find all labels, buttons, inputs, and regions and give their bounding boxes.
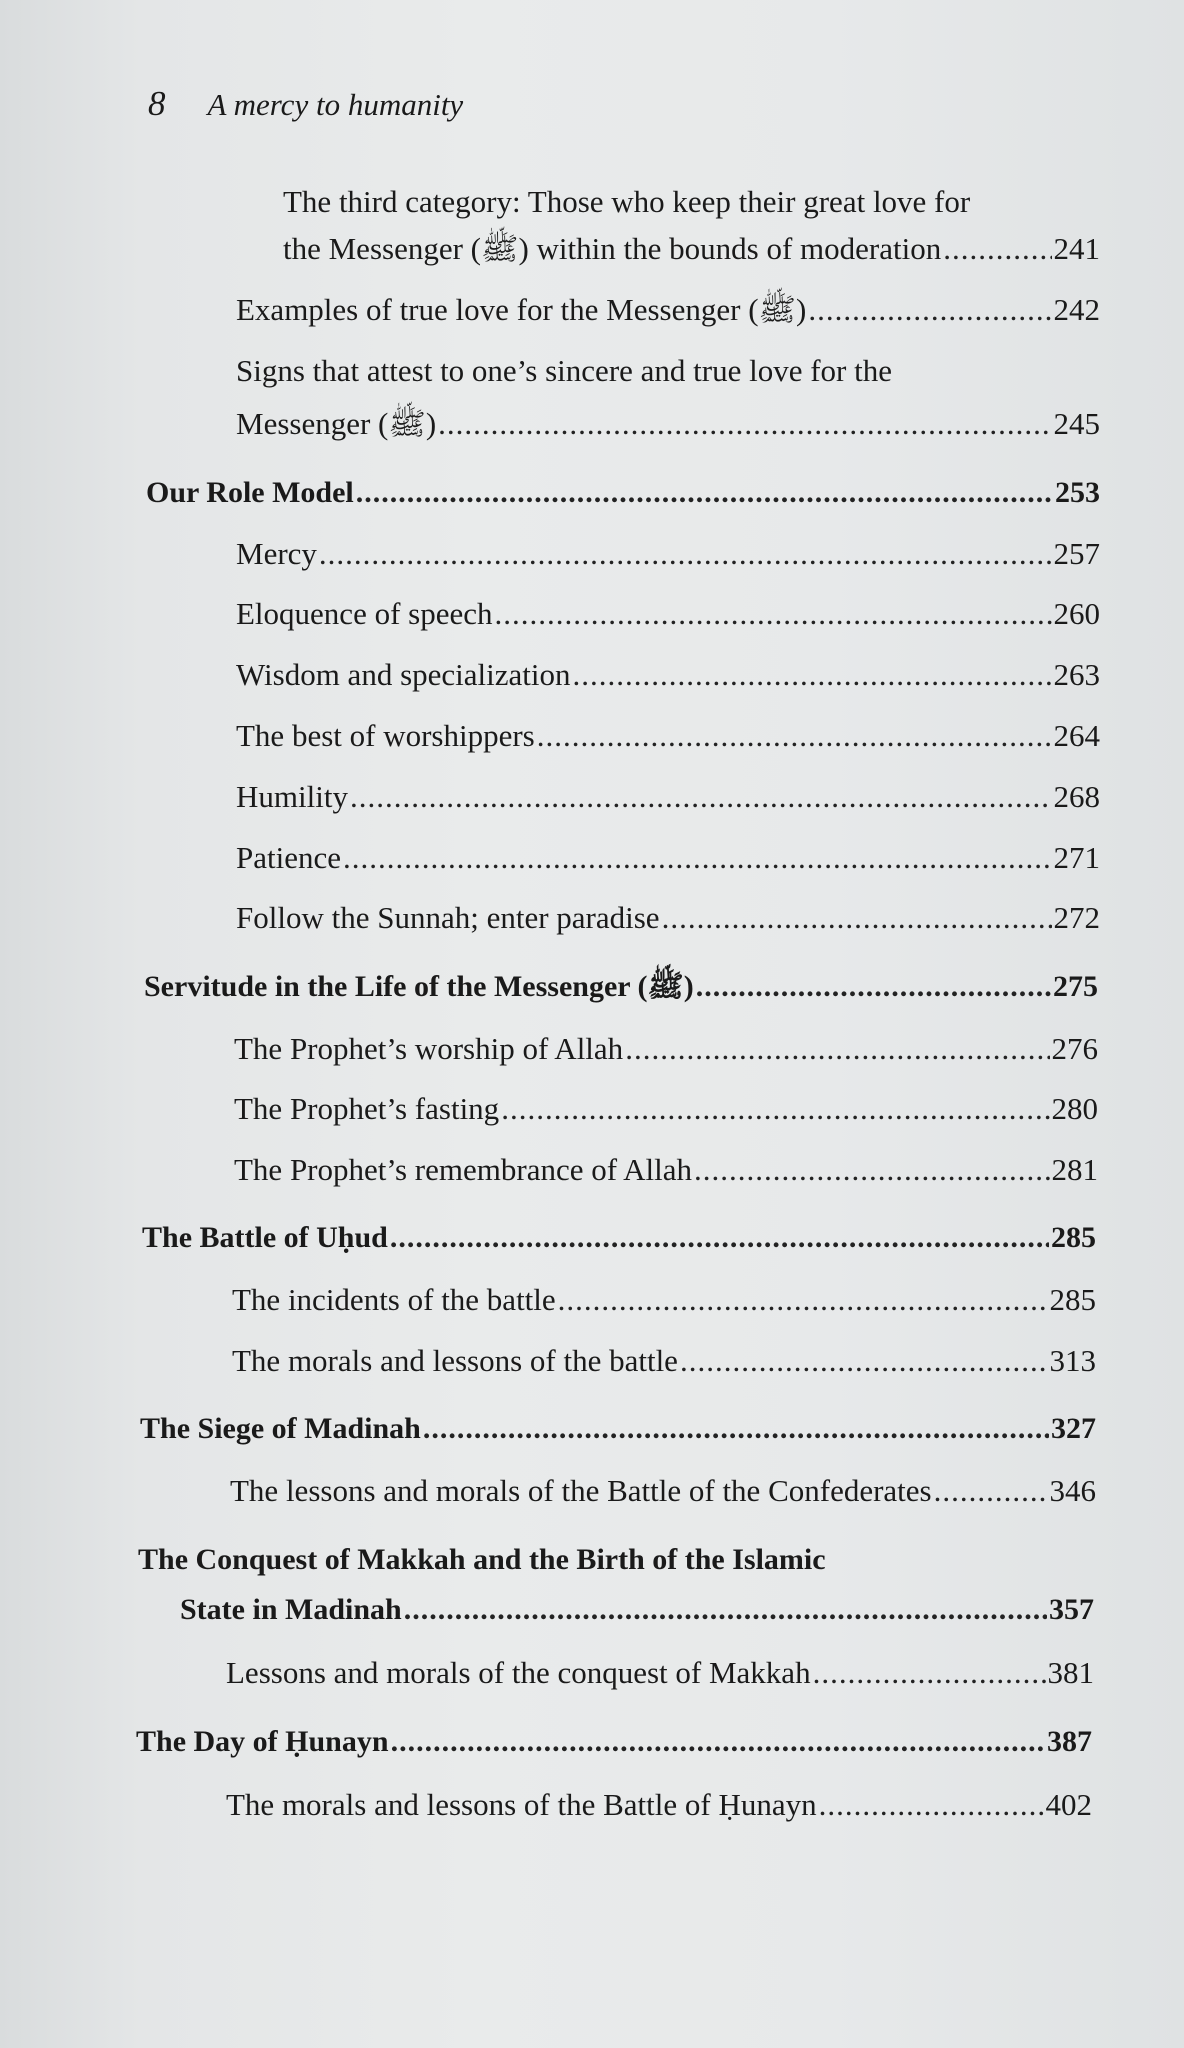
toc-entry-title: The Prophet’s fasting xyxy=(234,1091,500,1126)
dot-leader xyxy=(501,1093,1049,1124)
toc-chapter-conquest-makkah xyxy=(180,1595,1094,1625)
toc-entry-title: The Prophet’s worship of Allah xyxy=(234,1031,624,1066)
dot-leader xyxy=(680,1345,1048,1376)
toc-entry-morals-hunayn xyxy=(226,1789,1092,1820)
toc-entry-title: Humility xyxy=(236,779,348,814)
toc-entry-title: Wisdom and specialization xyxy=(236,657,571,692)
toc-chapter-title: The Siege of Madinah xyxy=(140,1412,421,1445)
toc-entry-page: 241 xyxy=(1053,231,1100,266)
toc-entry-title: The morals and lessons of the Battle of Ḥunayn xyxy=(226,1787,817,1822)
toc-entry-page: 268 xyxy=(1053,779,1100,814)
toc-entry-page: 257 xyxy=(1053,536,1100,571)
toc-entry-page: 260 xyxy=(1053,596,1100,631)
toc-chapter-servitude xyxy=(144,972,1098,1002)
dot-leader xyxy=(819,1789,1044,1820)
book-title: A mercy to humanity xyxy=(207,87,464,122)
toc-entry-title: Examples of true love for the Messenger (ﷺ) xyxy=(236,292,807,327)
dot-leader xyxy=(813,1657,1046,1688)
dot-leader xyxy=(438,408,1051,439)
toc-entry-title: The morals and lessons of the battle xyxy=(232,1343,678,1378)
toc-chapter-our-role-model xyxy=(146,478,1100,508)
dot-leader xyxy=(423,1414,1049,1444)
toc-entry-page: 242 xyxy=(1053,292,1100,327)
toc-entry-lessons-makkah xyxy=(226,1657,1094,1688)
dot-leader xyxy=(343,842,1051,873)
toc-chapter-page: 275 xyxy=(1053,970,1098,1003)
toc-entry-mercy xyxy=(236,538,1100,569)
dot-leader xyxy=(573,659,1052,690)
toc-entry-title: the Messenger (ﷺ) within the bounds of moderation xyxy=(283,231,942,266)
dot-leader xyxy=(934,1475,1048,1506)
toc-chapter-page: 357 xyxy=(1049,1593,1094,1626)
dot-leader xyxy=(694,1154,1050,1185)
toc-entry-page: 264 xyxy=(1053,718,1100,753)
dot-leader xyxy=(391,1727,1045,1757)
toc-entry-title: Follow the Sunnah; enter paradise xyxy=(236,900,660,935)
toc-entry-page: 263 xyxy=(1053,657,1100,692)
toc-entry-title: The Prophet’s remembrance of Allah xyxy=(234,1152,692,1187)
toc-entry-page: 281 xyxy=(1051,1152,1098,1187)
page-header xyxy=(148,84,463,124)
toc-entry-prophet-worship xyxy=(234,1033,1098,1064)
toc-entry-title: Mercy xyxy=(236,536,317,571)
toc-chapter-page: 327 xyxy=(1051,1412,1096,1445)
toc-entry-page: 245 xyxy=(1053,406,1100,441)
toc-chapter-conquest-line1: The Conquest of Makkah and the Birth of the Islamic xyxy=(138,1543,826,1576)
toc-entry-page: 276 xyxy=(1051,1031,1098,1066)
dot-leader xyxy=(356,478,1053,508)
toc-entry-examples-true-love xyxy=(236,294,1100,325)
toc-entry-third-category xyxy=(283,233,1100,264)
toc-chapter-title: Servitude in the Life of the Messenger (ﷺ) xyxy=(144,970,694,1003)
dot-leader xyxy=(404,1595,1047,1625)
toc-entry-title: Messenger (ﷺ) xyxy=(236,406,437,441)
dot-leader xyxy=(662,902,1052,933)
toc-entry-prophet-fasting xyxy=(234,1093,1098,1124)
dot-leader xyxy=(495,598,1052,629)
toc-chapter-title: The Day of Ḥunayn xyxy=(136,1725,389,1758)
toc-entry-signs-line1: Signs that attest to one’s sincere and true love for the xyxy=(236,353,892,388)
dot-leader xyxy=(696,972,1051,1002)
dot-leader xyxy=(625,1033,1049,1064)
toc-chapter-page: 253 xyxy=(1055,476,1100,509)
toc-entry-patience xyxy=(236,842,1100,873)
dot-leader xyxy=(350,781,1052,812)
toc-chapter-page: 387 xyxy=(1047,1725,1092,1758)
dot-leader xyxy=(390,1223,1049,1253)
toc-entry-page: 271 xyxy=(1053,840,1100,875)
toc-entry-page: 402 xyxy=(1045,1787,1092,1822)
dot-leader xyxy=(943,233,1051,264)
toc-entry-title: The incidents of the battle xyxy=(232,1282,556,1317)
toc-entry-signs xyxy=(236,408,1100,439)
toc-entry-title: The lessons and morals of the Battle of the Confederates xyxy=(230,1473,932,1508)
toc-entry-best-worshippers xyxy=(236,720,1100,751)
dot-leader xyxy=(537,720,1052,751)
toc-entry-title: The best of worshippers xyxy=(236,718,535,753)
toc-chapter-title: The Battle of Uḥud xyxy=(142,1221,388,1254)
toc-chapter-title: Our Role Model xyxy=(146,476,354,509)
toc-entry-wisdom xyxy=(236,659,1100,690)
toc-entry-page: 280 xyxy=(1051,1091,1098,1126)
toc-entry-third-category-line1: The third category: Those who keep their great love for xyxy=(283,184,971,219)
toc-chapter-battle-uhud xyxy=(142,1223,1096,1253)
toc-entry-page: 313 xyxy=(1049,1343,1096,1378)
toc-entry-page: 272 xyxy=(1053,900,1100,935)
toc-entry-morals-battle xyxy=(232,1345,1096,1376)
toc-entry-eloquence xyxy=(236,598,1100,629)
toc-entry-title: Patience xyxy=(236,840,342,875)
toc-entry-page: 285 xyxy=(1049,1282,1096,1317)
toc-entry-follow-sunnah xyxy=(236,902,1100,933)
toc-chapter-title: State in Madinah xyxy=(180,1593,402,1626)
toc-entry-page: 346 xyxy=(1049,1473,1096,1508)
toc-chapter-day-hunayn xyxy=(136,1727,1092,1757)
dot-leader xyxy=(808,294,1051,325)
toc-entry-page: 381 xyxy=(1047,1655,1094,1690)
dot-leader xyxy=(319,538,1052,569)
toc-entry-incidents-battle xyxy=(232,1284,1096,1315)
toc-entry-title: Lessons and morals of the conquest of Makkah xyxy=(226,1655,811,1690)
toc-entry-confederates xyxy=(230,1475,1096,1506)
toc-chapter-page: 285 xyxy=(1051,1221,1096,1254)
toc-entry-humility xyxy=(236,781,1100,812)
dot-leader xyxy=(558,1284,1048,1315)
page-number: 8 xyxy=(148,84,166,123)
toc-entry-title: Eloquence of speech xyxy=(236,596,493,631)
toc-entry-prophet-remembrance xyxy=(234,1154,1098,1185)
toc-chapter-siege-madinah xyxy=(140,1414,1096,1444)
